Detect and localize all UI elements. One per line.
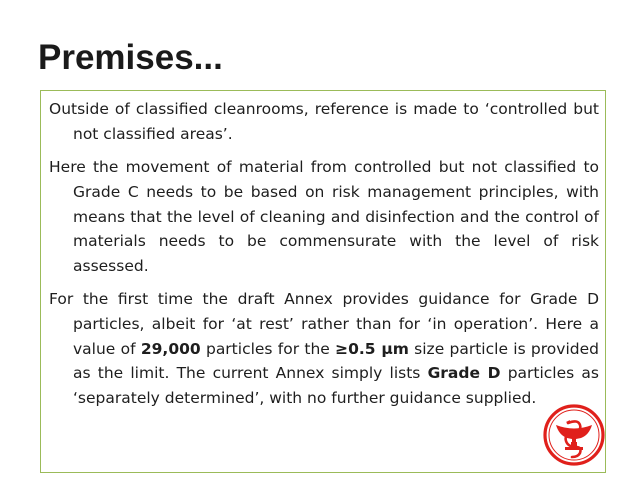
paragraph-2 [49,155,599,279]
text-run: size particle is provided as the limit. The current Annex simply lists [73,339,599,383]
bold-text: ≥0.5 µm [335,339,409,358]
text-run: For the first time the draft Annex provides guidance for Grade D particles, albeit for ‘at rest’ rather than for ‘in operation’. Here a value of [49,290,599,358]
content-box [40,90,606,473]
text-run: particles for the [200,339,336,358]
bold-text: Grade D [427,364,501,383]
pharmacy-bowl-of-hygieia-icon [542,403,606,467]
bold-text: 29,000 [140,339,201,358]
text-run: Here the movement of material from controlled but not classified to Grade C needs to be based on risk management principles, with means that the level of cleaning and disinfection and the control of materials needs to be commensurate with the level of risk assessed. [49,158,599,276]
text-run: particles as ‘separately determined’, with no further guidance supplied. [73,364,599,408]
slide-title: Premises... [38,38,223,77]
paragraph-3 [49,287,599,411]
text-run: Outside of classified cleanrooms, reference is made to ‘controlled but not classified areas’. [49,100,599,143]
paragraph-1 [49,97,599,147]
